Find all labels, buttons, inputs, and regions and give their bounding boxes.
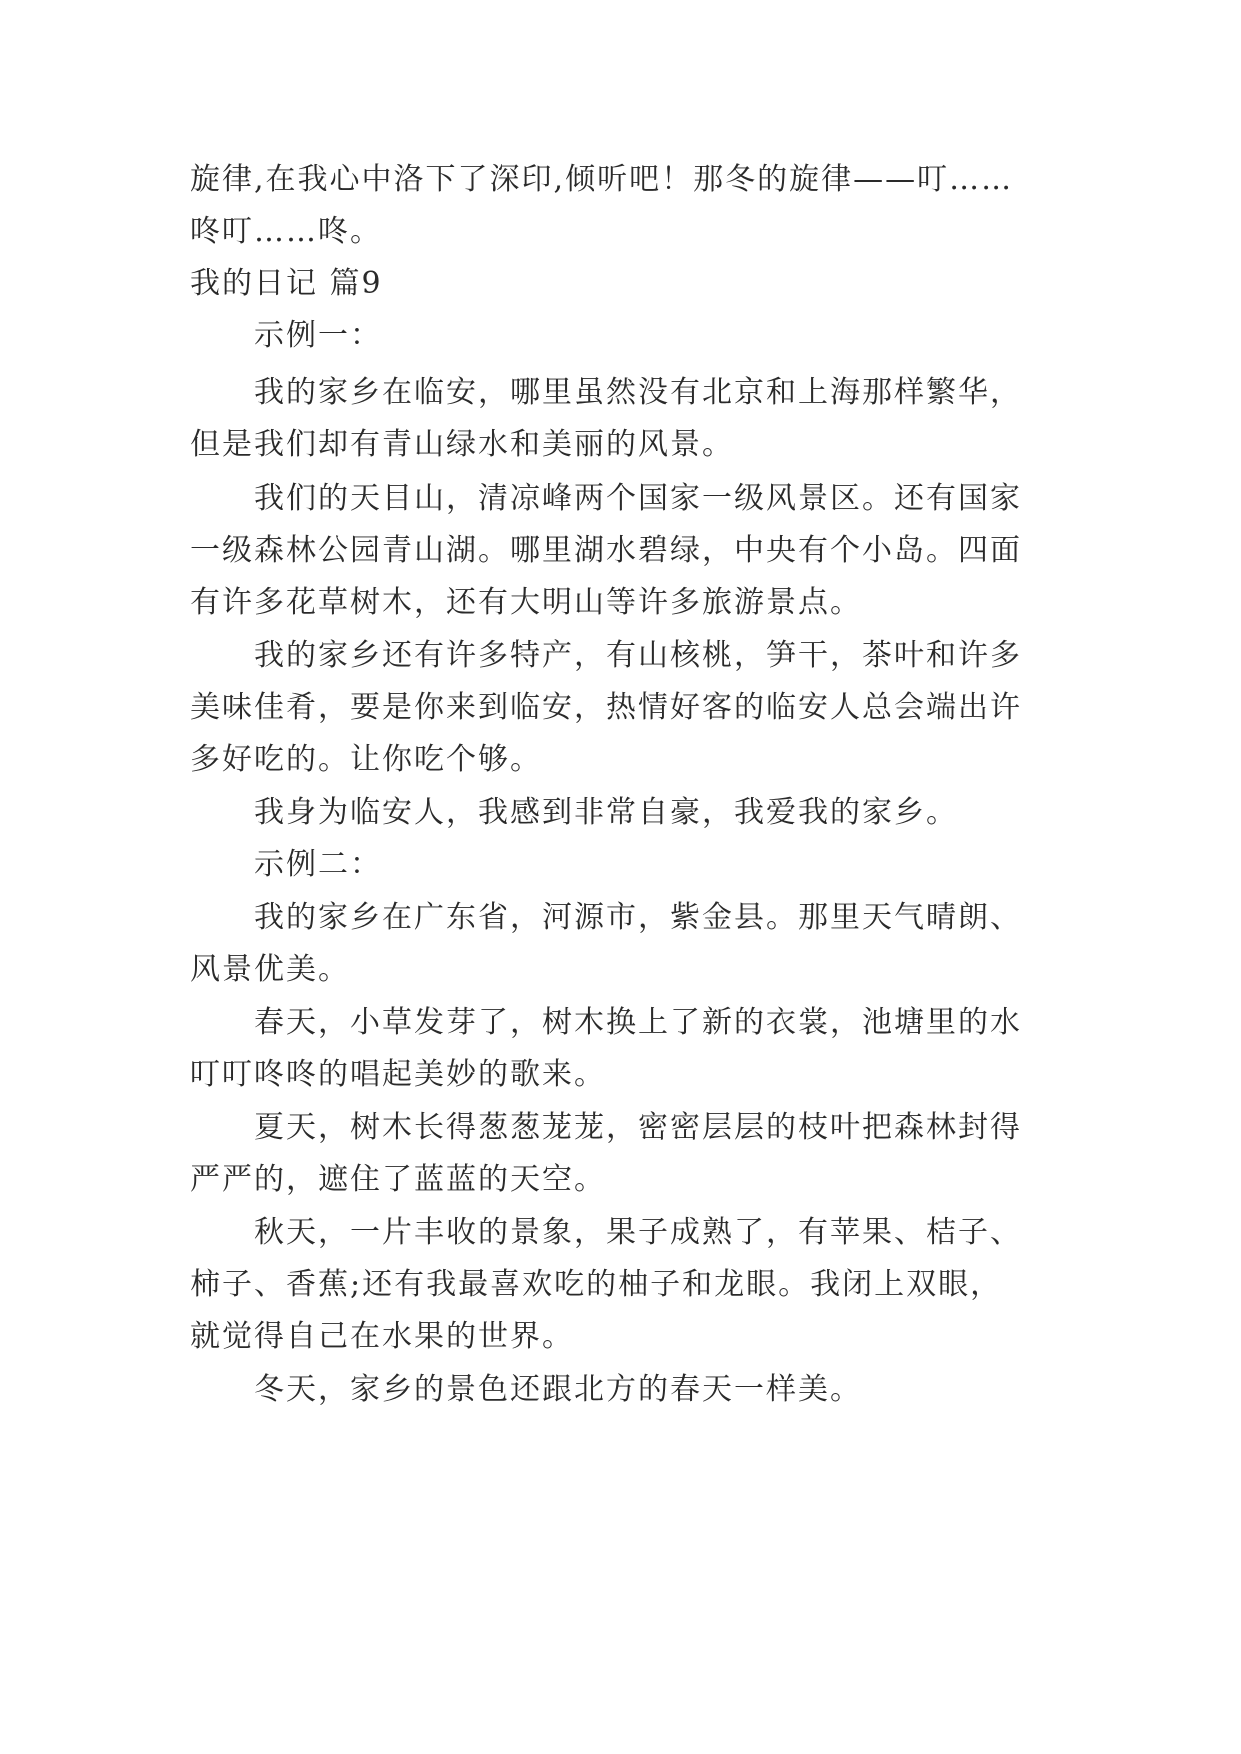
text-line: 一级森林公园青山湖。哪里湖水碧绿，中央有个小岛。四面 [190,533,1022,568]
text-line: 美味佳肴，要是你来到临安，热情好客的临安人总会端出许 [190,690,1022,725]
text-line: 冬天，家乡的景色还跟北方的春天一样美。 [254,1372,862,1407]
section-heading: 我的日记 篇9 [190,266,383,301]
text-line: 我的家乡在广东省，河源市，紫金县。那里天气晴朗、 [254,900,1022,935]
text-line: 就觉得自己在水果的世界。 [190,1319,574,1354]
text-line: 有许多花草树木，还有大明山等许多旅游景点。 [190,585,862,620]
text-line: 但是我们却有青山绿水和美丽的风景。 [190,427,734,462]
text-line: 夏天，树木长得葱葱茏茏，密密层层的枝叶把森林封得 [254,1110,1022,1145]
example-label: 示例一： [254,318,382,353]
example-label: 示例二： [254,847,382,882]
text-line: 旋律,在我心中洛下了深印,倾听吧！那冬的旋律——叮…… [190,162,1014,197]
text-line: 叮叮咚咚的唱起美妙的歌来。 [190,1057,606,1092]
text-line: 风景优美。 [190,952,350,987]
text-line: 多好吃的。让你吃个够。 [190,742,542,777]
text-line: 我的家乡在临安，哪里虽然没有北京和上海那样繁华， [254,375,1022,410]
text-line: 我的家乡还有许多特产，有山核桃，笋干，茶叶和许多 [254,638,1022,673]
text-line: 我们的天目山，清凉峰两个国家一级风景区。还有国家 [254,481,1022,516]
text-line: 严严的，遮住了蓝蓝的天空。 [190,1162,606,1197]
text-line: 春天，小草发芽了，树木换上了新的衣裳，池塘里的水 [254,1005,1022,1040]
text-line: 咚叮……咚。 [190,214,382,249]
text-line: 我身为临安人，我感到非常自豪，我爱我的家乡。 [254,795,958,830]
text-line: 秋天，一片丰收的景象，果子成熟了，有苹果、桔子、 [254,1215,1022,1250]
text-line: 柿子、香蕉;还有我最喜欢吃的柚子和龙眼。我闭上双眼， [190,1267,1003,1302]
